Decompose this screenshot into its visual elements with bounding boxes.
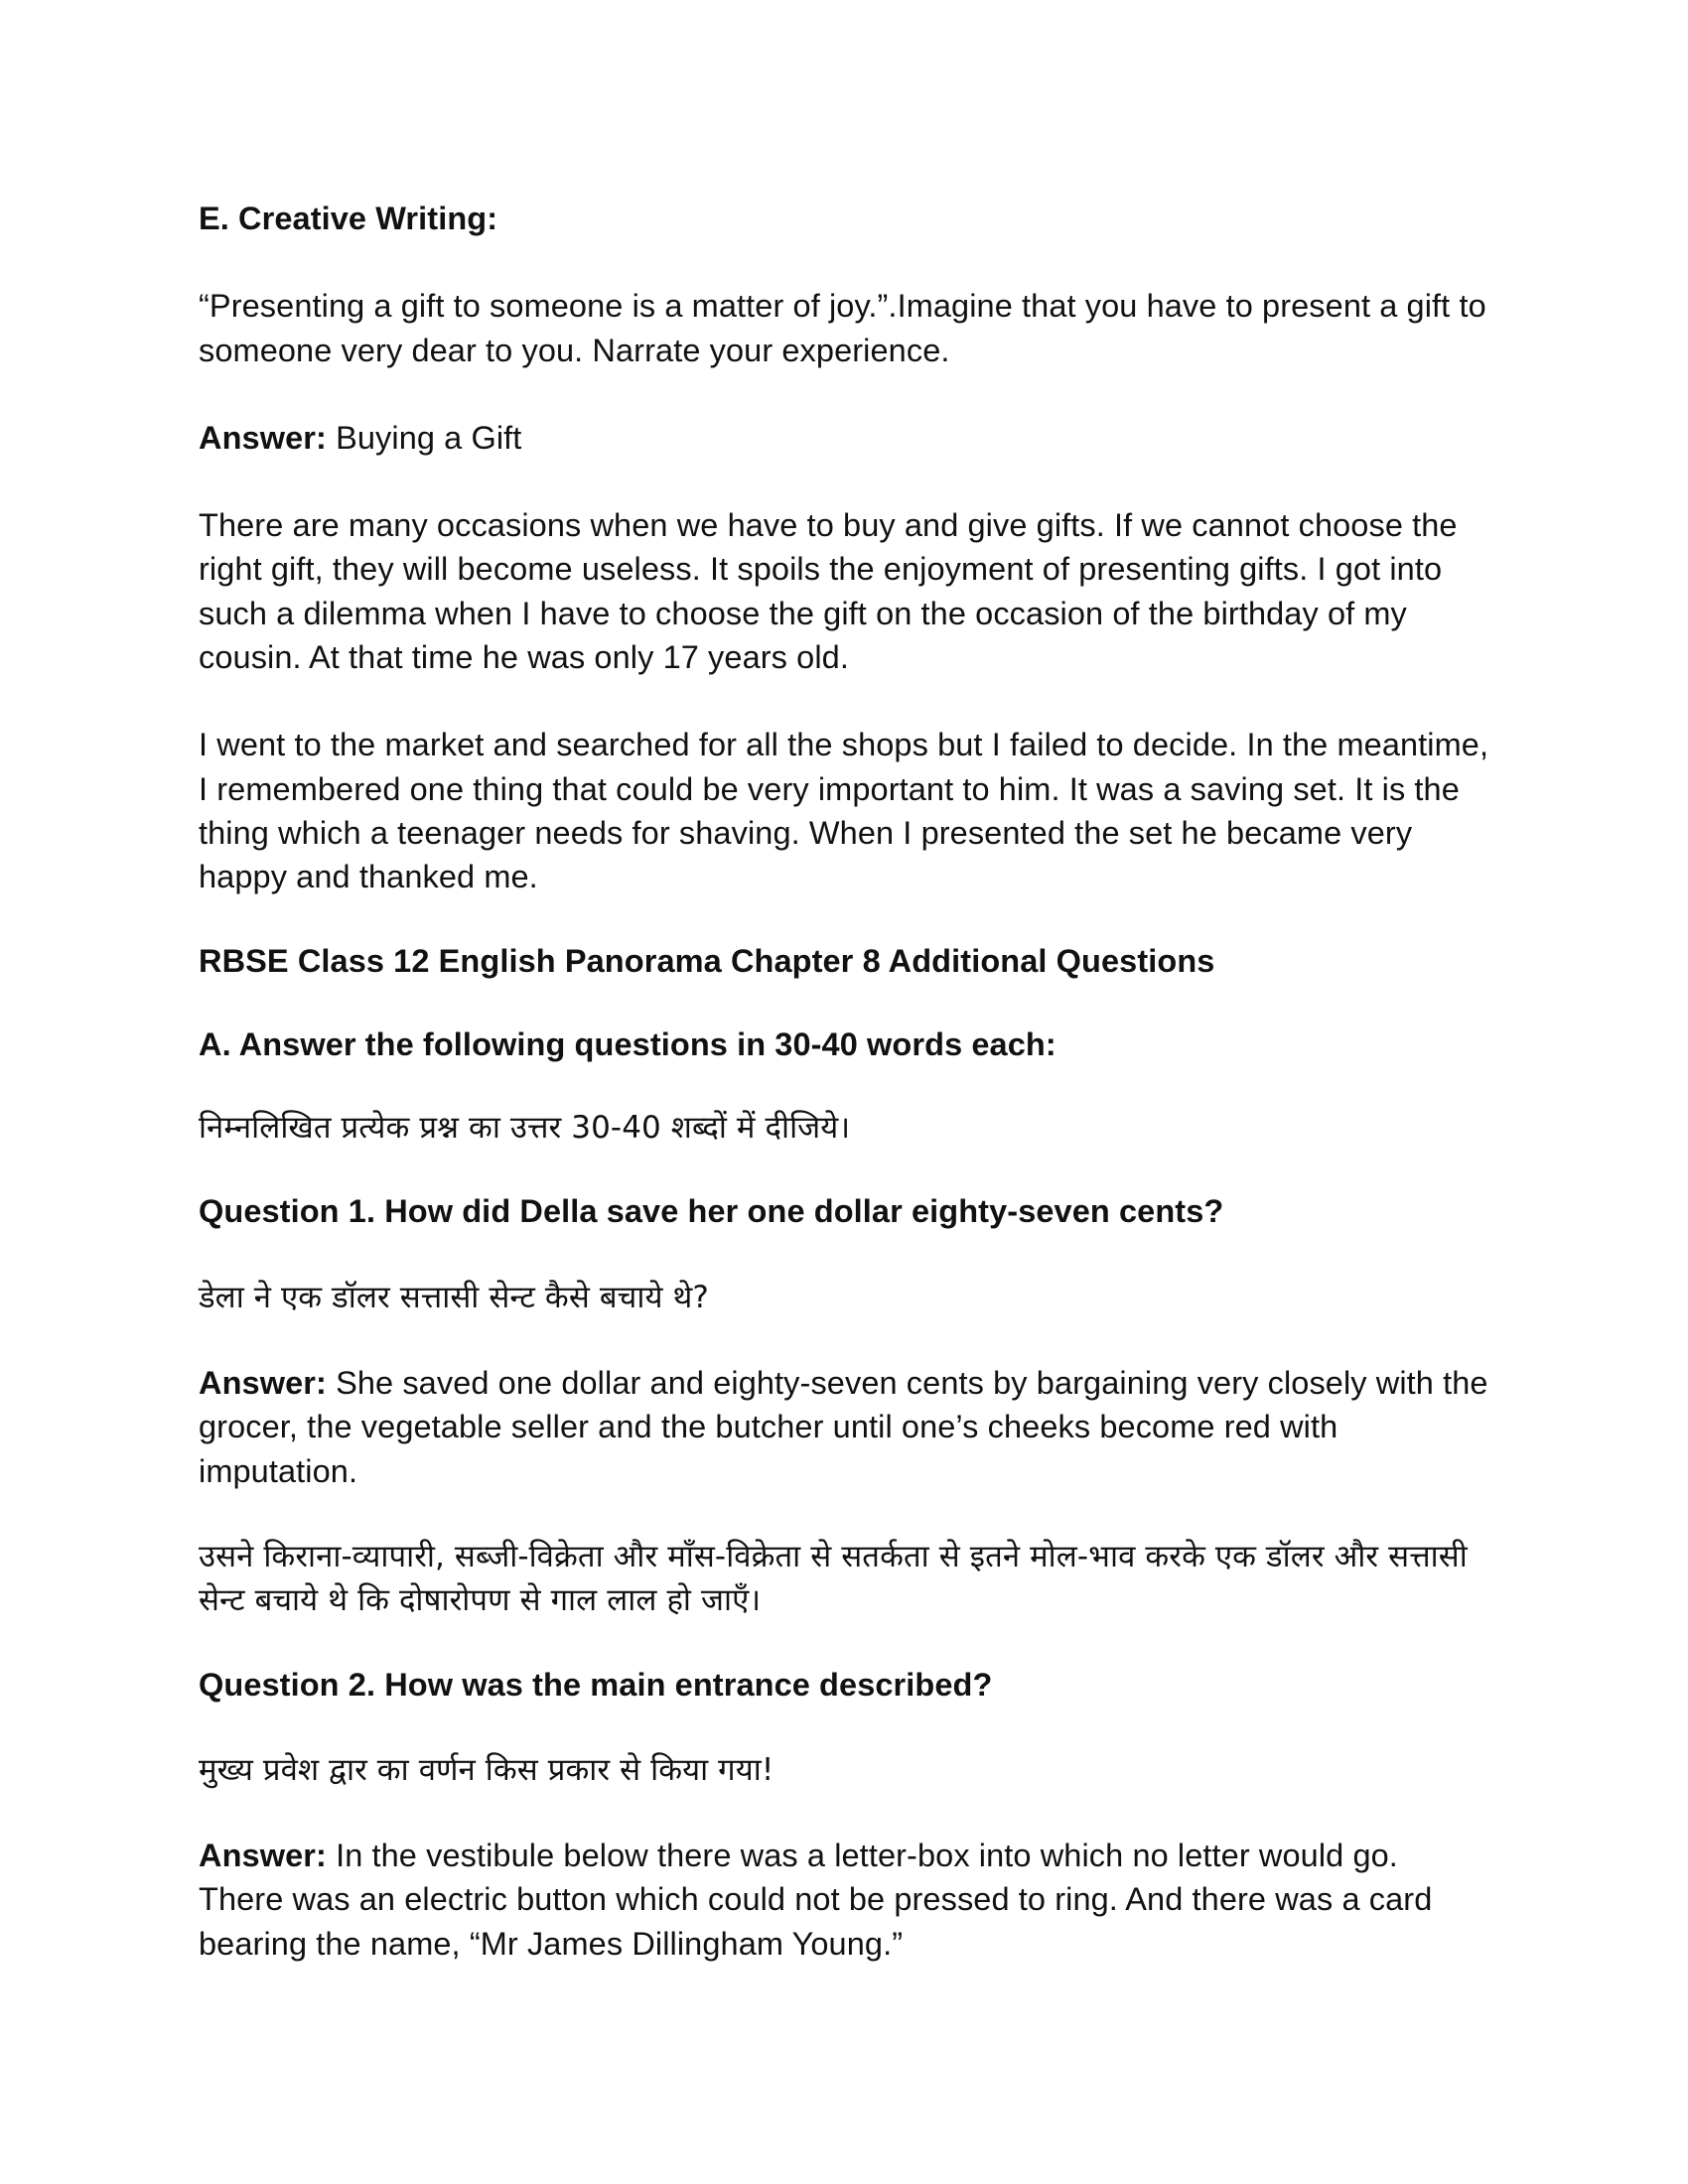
section-a-heading: A. Answer the following questions in 30-40 words each: — [199, 1025, 1056, 1062]
additional-questions-heading: RBSE Class 12 English Panorama Chapter 8 Additional Questions — [199, 942, 1215, 979]
answer-1-hindi: उसने किराना-व्यापारी, सब्जी-विक्रेता और माँस-विक्रेता से सतर्कता से इतने मोल-भाव करके एक डॉलर और सत्तासी सेन्ट बचाये थे कि दोषारोपण से गाल लाल हो जाएँ। — [199, 1538, 1468, 1619]
section-a-hindi: निम्नलिखित प्रत्येक प्रश्न का उत्तर 30-40 शब्दों में दीजिये। — [199, 1110, 851, 1147]
creative-paragraph-1: There are many occasions when we have to buy and give gifts. If we cannot choose the right gift, they will become useless. It spoils the enjoyment of presenting gifts. I got into such a dilemma when I have to choose the gift on the occasion of the birthday of my cousin. At that time he was only 17 years old. — [199, 507, 1458, 676]
question-1-hindi: डेला ने एक डॉलर सत्तासी सेन्ट कैसे बचाये थे? — [199, 1279, 709, 1315]
answer-label: Answer: — [199, 1365, 327, 1402]
creative-paragraph-2: I went to the market and searched for all the shops but I failed to decide. In the meantime, I remembered one thing that could be very important to him. It was a saving set. It is the thing which a teenager needs for shaving. When I presented the set he became very happy and thanked me. — [199, 727, 1489, 895]
answer-1-text: She saved one dollar and eighty-seven cents by bargaining very closely with the grocer, the vegetable seller and the butcher until one’s cheeks become red with imputation. — [199, 1365, 1488, 1489]
creative-answer — [199, 416, 1489, 460]
answer-label: Answer: — [199, 419, 327, 456]
question-2: Question 2. How was the main entrance described? — [199, 1666, 993, 1703]
question-1: Question 1. How did Della save her one dollar eighty-seven cents? — [199, 1193, 1224, 1230]
answer-label: Answer: — [199, 1838, 327, 1874]
answer-title: Buying a Gift — [326, 419, 522, 456]
creative-writing-prompt: “Presenting a gift to someone is a matter of joy.”.Imagine that you have to present a gift to someone very dear to you. Narrate your experience. — [199, 288, 1486, 368]
answer-2-text: In the vestibule below there was a letter-box into which no letter would go. There was an electric button which could not be pressed to ring. And there was a card bearing the name, “Mr James Dillingham Young.” — [199, 1838, 1433, 1962]
section-e-heading: E. Creative Writing: — [199, 201, 498, 236]
answer-1 — [199, 1361, 1489, 1493]
question-2-hindi: मुख्य प्रवेश द्वार का वर्णन किस प्रकार से किया गया! — [199, 1751, 774, 1788]
answer-2 — [199, 1834, 1489, 1966]
document-page — [199, 197, 1489, 1966]
